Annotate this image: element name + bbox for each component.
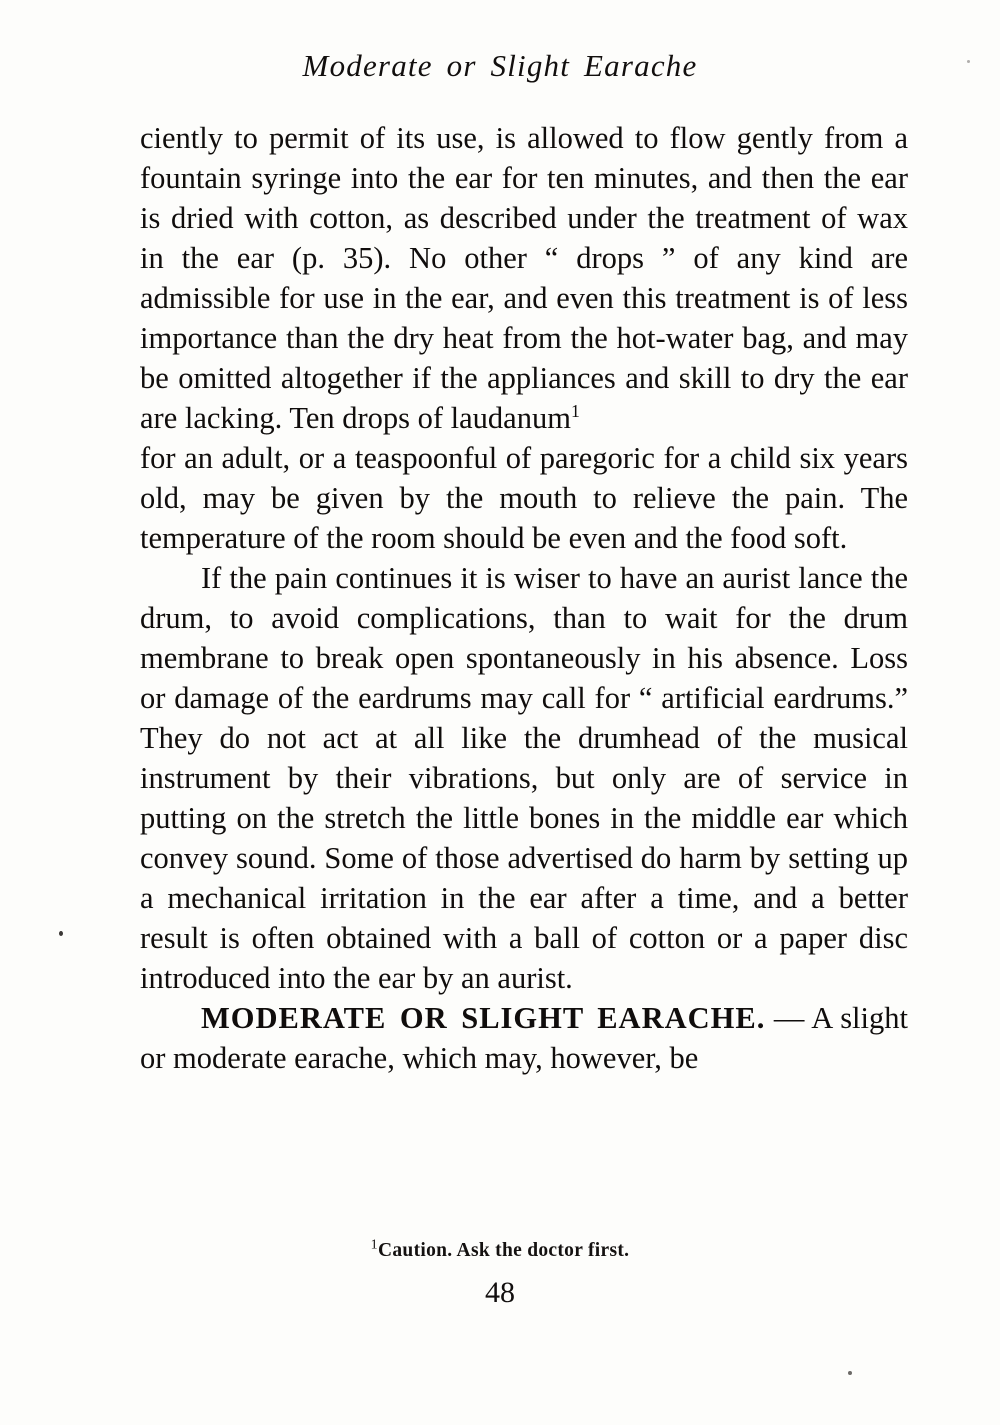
- footnote: [0, 1236, 1000, 1262]
- paragraph-continued-rest: for an adult, or a teaspoonful of paregoric for a child six years old, may be given by the mouth to relieve the pain. The temperature of the room should be even and the food soft.: [140, 441, 908, 555]
- section-heading-dash: — A: [765, 1001, 841, 1035]
- ink-speck-icon: [967, 60, 970, 63]
- ink-speck-icon: [59, 931, 63, 936]
- paragraph-continued-text: ciently to permit of its use, is allowed to flow gently from a fountain syringe into the ear for ten minutes, and then the ear is dried with cotton, as described under the treatment of wax in the ear (p. 35). No other “ drops ” of any kind are admissible for use in the ear, and even this treatment is of less importance than the dry heat from the hot-water bag, and may be omitted altogether if the appliances and skill to dry the ear are lacking. Ten drops of laudanum: [140, 121, 908, 435]
- paragraph-pain-continues: If the pain continues it is wiser to have an aurist lance the drum, to avoid complications, than to wait for the drum membrane to break open spontaneously in his absence. Loss or damage of the eardrums may call for “ artificial eardrums.” They do not act at all like the drumhead of the musical instrument by their vibrations, but only are of service in putting on the stretch the little bones in the middle ear which convey sound. Some of those advertised do harm by setting up a mechanical irritation in the ear after a time, and a better result is often obtained with a ball of cotton or a paper disc introduced into the ear by an aurist.: [140, 561, 908, 995]
- paragraph-section-moderate: [140, 998, 908, 1078]
- page-number: 48: [485, 1276, 515, 1309]
- section-body-text: slight or moderate earache, which may, however, be: [140, 1001, 908, 1075]
- paragraph-continued: [140, 118, 908, 438]
- footnote-reference-marker: 1: [570, 400, 580, 421]
- footnote-text: Caution. Ask the doctor first.: [378, 1240, 630, 1261]
- ink-speck-icon: [848, 1371, 852, 1375]
- footnote-marker: 1: [370, 1236, 378, 1253]
- body-text-column: [140, 118, 908, 1078]
- section-heading-moderate-or-slight-earache: MODERATE OR SLIGHT EARACHE.: [201, 1001, 766, 1035]
- running-head: Moderate or Slight Earache: [302, 48, 698, 83]
